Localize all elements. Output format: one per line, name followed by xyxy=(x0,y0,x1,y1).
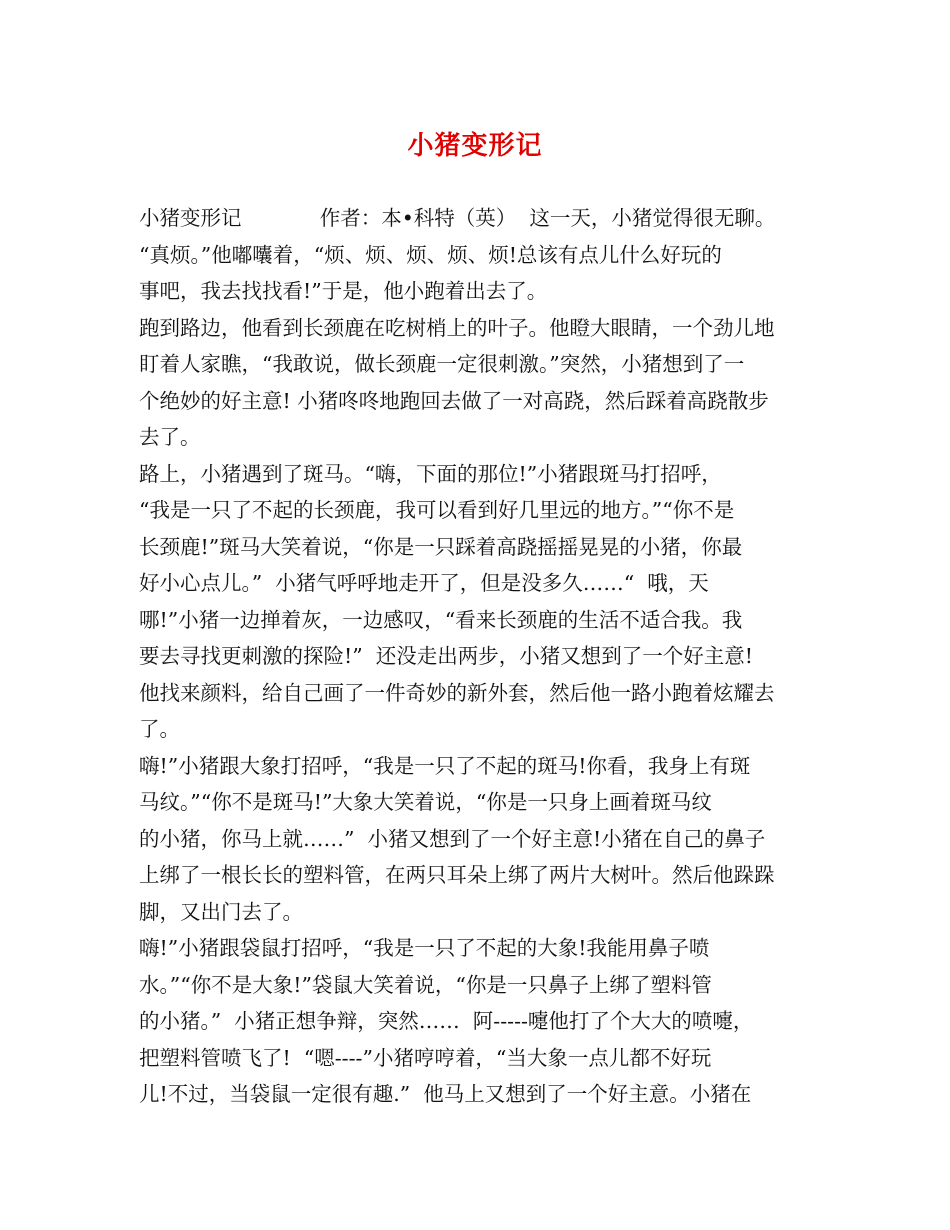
text-line: 路上，小猪遇到了斑马。“嗨，下面的那位!”小猪跟斑马打招呼， xyxy=(139,461,722,486)
text-line: 水。”“你不是大象!”袋鼠大笑着说，“你是一只鼻子上绑了塑料管 xyxy=(139,972,712,997)
document-title: 小猪变形记 xyxy=(407,131,543,161)
text-line: 要去寻找更刺激的探险!” 还没走出两步，小猪又想到了一个好主意! xyxy=(139,644,753,668)
document-body xyxy=(139,200,839,1113)
text-line: “真烦。”他嘟囔着，“烦、烦、烦、烦、烦!总该有点儿什么好玩的 xyxy=(139,242,722,267)
text-line: “我是一只了不起的长颈鹿，我可以看到好几里远的地方。”“你不是 xyxy=(139,498,735,522)
text-line: 的小猪，你马上就……” 小猪又想到了一个好主意!小猪在自己的鼻子 xyxy=(139,826,766,851)
text-line: 事吧，我去找找看!”于是，他小跑着出去了。 xyxy=(139,279,548,303)
text-line: 上绑了一根长长的塑料管，在两只耳朵上绑了两片大树叶。然后他跺跺 xyxy=(139,863,775,887)
text-line: 个绝妙的好主意! 小猪咚咚地跑回去做了一对高跷，然后踩着高跷散步 xyxy=(139,388,769,413)
text-line: 去了。 xyxy=(139,425,201,449)
text-line: 的小猪。” 小猪正想争辩，突然…… 阿-----嚏他打了个大大的喷嚏， xyxy=(139,1009,754,1033)
text-line: 嗨!”小猪跟大象打招呼，“我是一只了不起的斑马!你看，我身上有斑 xyxy=(139,753,751,778)
text-line: 他找来颜料，给自己画了一件奇妙的新外套，然后他一路小跑着炫耀去 xyxy=(139,680,775,705)
text-line: 好小心点儿。” 小猪气呼呼地走开了，但是没多久……“ 哦，天 xyxy=(139,571,709,595)
text-line: 马纹。”“你不是斑马!”大象大笑着说，“你是一只身上画着斑马纹 xyxy=(139,790,712,814)
text-line: 嗨!”小猪跟袋鼠打招呼，“我是一只了不起的大象!我能用鼻子喷 xyxy=(139,936,710,960)
text-line: 哪!”小猪一边掸着灰，一边感叹，“看来长颈鹿的生活不适合我。我 xyxy=(139,607,743,632)
text-line: 跑到路边，他看到长颈鹿在吃树梢上的叶子。他瞪大眼睛，一个劲儿地 xyxy=(139,315,775,340)
text-line: 脚，又出门去了。 xyxy=(139,899,303,924)
text-line: 小猪变形记 作者：本•科特（英） 这一天，小猪觉得很无聊。 xyxy=(139,206,776,230)
text-line: 盯着人家瞧，“我敢说，做长颈鹿一定很刺激。”突然，小猪想到了一 xyxy=(139,352,745,376)
text-line: 儿!不过，当袋鼠一定很有趣.” 他马上又想到了一个好主意。小猪在 xyxy=(139,1082,752,1106)
text-line: 把塑料管喷飞了! “嗯----”小猪哼哼着，“当大象一点儿都不好玩 xyxy=(139,1045,712,1070)
text-line: 长颈鹿!”斑马大笑着说，“你是一只踩着高跷摇摇晃晃的小猪，你最 xyxy=(139,534,743,559)
text-line: 了。 xyxy=(139,717,180,741)
